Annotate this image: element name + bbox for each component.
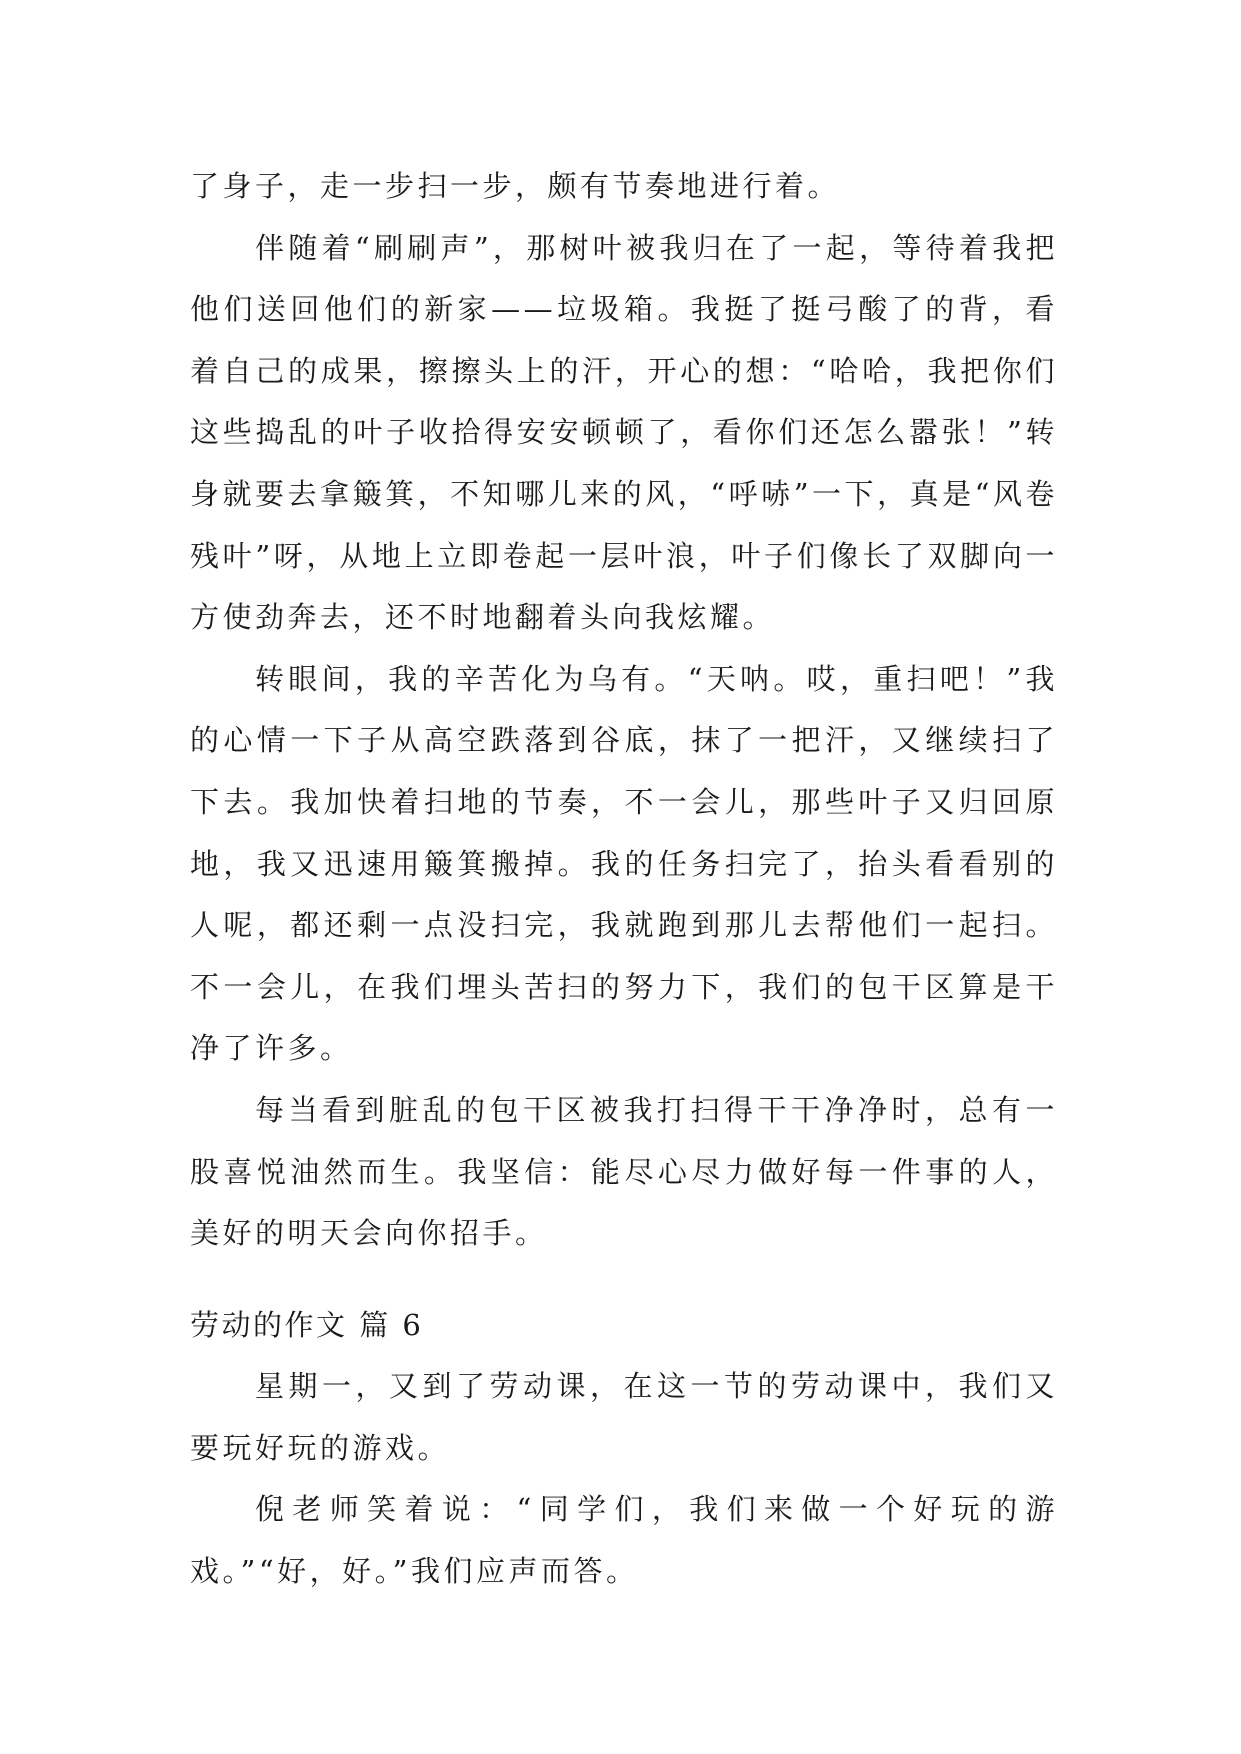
paragraph-continuation: 了身子，走一步扫一步，颇有节奏地进行着。 (190, 169, 841, 203)
paragraph-labor-class: 星期一，又到了劳动课，在这一节的劳动课中，我们又要玩好玩的游戏。 (190, 1369, 1058, 1465)
paragraph-conclusion: 每当看到脏乱的包干区被我打扫得干干净净时，总有一股喜悦油然而生。我坚信：能尽心尽力做好每一件事的人，美好的明天会向你招手。 (190, 1092, 1058, 1251)
paragraph-teacher-game: 倪老师笑着说：“同学们，我们来做一个好玩的游戏。”“好，好。”我们应声而答。 (190, 1492, 1058, 1589)
paragraph-sweeping-leaves: 伴随着“刷刷声”，那树叶被我归在了一起，等待着我把他们送回他们的新家——垃圾箱。我挺了挺弓酸了的背，看着自己的成果，擦擦头上的汗，开心的想：“哈哈，我把你们这些捣乱的叶子收拾得安安顿顿了，看你们还怎么嚣张！”转身就要去拿簸箕，不知哪儿来的风，“呼哧”一下，真是“风卷残叶”呀，从地上立即卷起一层叶浪，叶子们像长了双脚向一方使劲奔去，还不时地翻着头向我炫耀。 (190, 230, 1058, 635)
document-body (190, 156, 1058, 1603)
section-heading: 劳动的作文 篇 6 (190, 1307, 424, 1342)
paragraph-sweep-again: 转眼间，我的辛苦化为乌有。“天呐。哎，重扫吧！”我的心情一下子从高空跌落到谷底，抹了一把汗，又继续扫了下去。我加快着扫地的节奏，不一会儿，那些叶子又归回原地，我又迅速用簸箕搬掉。我的任务扫完了，抬头看看别的人呢，都还剩一点没扫完，我就跑到那儿去帮他们一起扫。不一会儿，在我们埋头苦扫的努力下，我们的包干区算是干净了许多。 (190, 661, 1058, 1066)
